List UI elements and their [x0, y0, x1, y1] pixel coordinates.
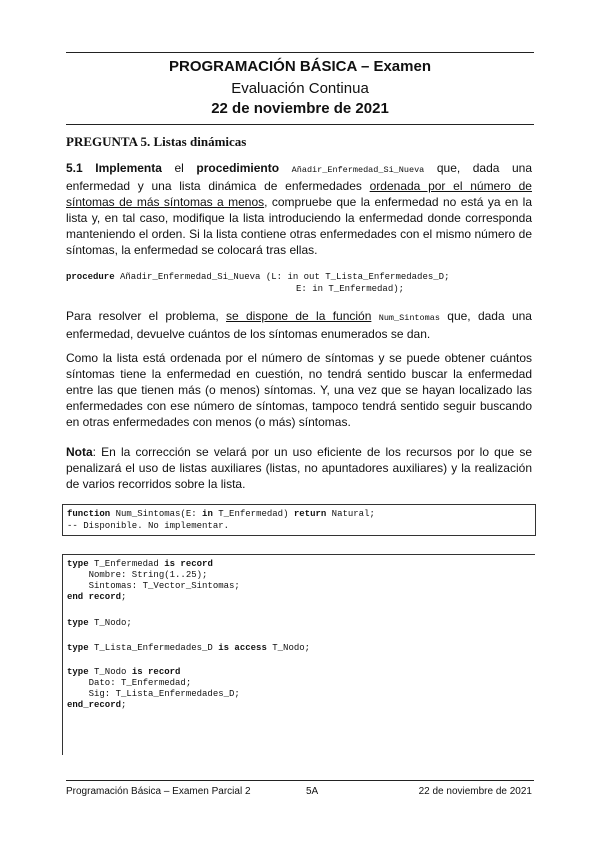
- footer-page: 5A: [306, 786, 319, 797]
- exam-date: 22 de noviembre de 2021: [211, 100, 389, 117]
- type-name: T_Enfermedad: [88, 559, 165, 569]
- type-name: T_Lista_Enfermedades_D: [88, 643, 219, 653]
- type-keyword: type: [67, 667, 89, 677]
- paragraph-note: [66, 444, 532, 492]
- type-keyword: type: [67, 618, 89, 628]
- header-top-rule: [66, 52, 534, 53]
- type-name: T_Nodo: [88, 667, 132, 677]
- type-name: T_Nodo;: [88, 618, 132, 628]
- field-sintomas-line: Sintomas: T_Vector_Sintomas;: [67, 581, 240, 591]
- type-keyword: type: [67, 559, 89, 569]
- exam-title: PROGRAMACIÓN BÁSICA – Examen: [169, 58, 431, 75]
- p1-text-b: , compruebe que la enfermedad no está ya en la lista y, en tal caso, modifique la lista introduciendo la enfermedad donde corresponda manteniendo el orden. Si la lista contiene otras enfermedades con el mismo número de síntomas, la enfermedad se colocará tras ellas.: [66, 195, 533, 257]
- field-nombre-line: Nombre: String(1..25);: [67, 570, 208, 580]
- end-record-line: [67, 592, 126, 603]
- return-keyword: return: [293, 509, 327, 519]
- end-record-line-2: [67, 700, 126, 711]
- p2-text-b: que, dada una enfermedad, devuelve cuántos de los síntomas enumerados se dan.: [66, 309, 532, 341]
- function-signature-line: [67, 509, 375, 520]
- end-record-keyword: end record: [67, 592, 122, 602]
- type-lista-line: [67, 643, 310, 654]
- semicolon: ;: [121, 700, 127, 710]
- el-word: el: [174, 161, 184, 175]
- section-heading: PREGUNTA 5. Listas dinámicas: [66, 134, 247, 149]
- type-keyword: type: [67, 643, 89, 653]
- procedure-signature-line2: E: in T_Enfermedad);: [296, 284, 405, 294]
- procedimiento-word: procedimiento: [196, 161, 280, 175]
- footer-left: Programación Básica – Examen Parcial 2: [66, 786, 251, 797]
- is-access-keyword: is access: [218, 643, 267, 653]
- type-nodo-record-line: [67, 667, 180, 678]
- note-text: : En la corrección se velará por un uso eficiente de los recursos por lo que se penalizará el uso de listas auxiliares (listas, no apuntadores auxiliares) y la realización de varios recorridos sobre la lista.: [66, 445, 532, 491]
- function-name: Num_Sintomas: [378, 313, 440, 323]
- function-sig-a: Num_Sintomas(E:: [110, 509, 203, 519]
- type-enfermedad-line: [67, 559, 213, 570]
- type-nodo-forward-line: [67, 618, 132, 629]
- dispone-phrase: se dispone de la función: [226, 309, 372, 323]
- question-number: 5.1: [66, 161, 83, 175]
- ordered-condition: ordenada por el número de síntomas de más síntomas a menos: [66, 179, 532, 209]
- function-comment-line: -- Disponible. No implementar.: [67, 521, 230, 531]
- exam-subtitle: Evaluación Continua: [231, 80, 369, 97]
- paragraph-search-strategy: Como la lista está ordenada por el número de síntomas y se puede obtener cuántos síntomas tiene la enfermedad en cuestión, no tendrá sentido buscar la enfermedad entre las que tienen más (o menos) síntomas. Y, una vez que se hayan localizado las enfermedades con ese número de síntomas, tampoco tendrá sentido seguir buscando en otras enfermedades con menos (o más) síntomas.: [66, 351, 532, 429]
- type-target: T_Nodo;: [266, 643, 311, 653]
- is-record-keyword: is record: [164, 559, 213, 569]
- field-dato-line: Dato: T_Enfermedad;: [67, 678, 192, 688]
- type-declarations-box: [62, 554, 535, 755]
- end-record-keyword: end_record: [67, 700, 122, 710]
- function-sig-b: T_Enfermedad): [212, 509, 294, 519]
- p2-text-a: Para resolver el problema,: [66, 309, 219, 323]
- function-declaration-box: [62, 504, 536, 536]
- in-keyword: in: [202, 509, 213, 519]
- semicolon: ;: [121, 592, 127, 602]
- header-bottom-rule: [66, 124, 534, 125]
- p1-text-a: que, dada una enfermedad y una lista dinámica de enfermedades: [66, 161, 533, 193]
- function-sig-c: Natural;: [326, 509, 375, 519]
- procedure-signature-text: Añadir_Enfermedad_Si_Nueva (L: in out T_Lista_Enfermedades_D;: [114, 272, 450, 282]
- is-record-keyword: is record: [131, 667, 181, 677]
- implementa-word: Implementa: [95, 161, 162, 175]
- paragraph-function-info: [66, 308, 532, 342]
- procedure-name: Añadir_Enfermedad_Si_Nueva: [291, 165, 425, 175]
- paragraph-5-1: [66, 160, 532, 258]
- field-sig-line: Sig: T_Lista_Enfermedades_D;: [67, 689, 240, 699]
- procedure-signature-line1: [66, 272, 449, 283]
- note-label: Nota: [66, 445, 93, 459]
- procedure-keyword: procedure: [66, 272, 115, 282]
- footer-rule: [66, 780, 534, 781]
- function-keyword: function: [67, 509, 111, 519]
- footer-right: 22 de noviembre de 2021: [418, 786, 532, 797]
